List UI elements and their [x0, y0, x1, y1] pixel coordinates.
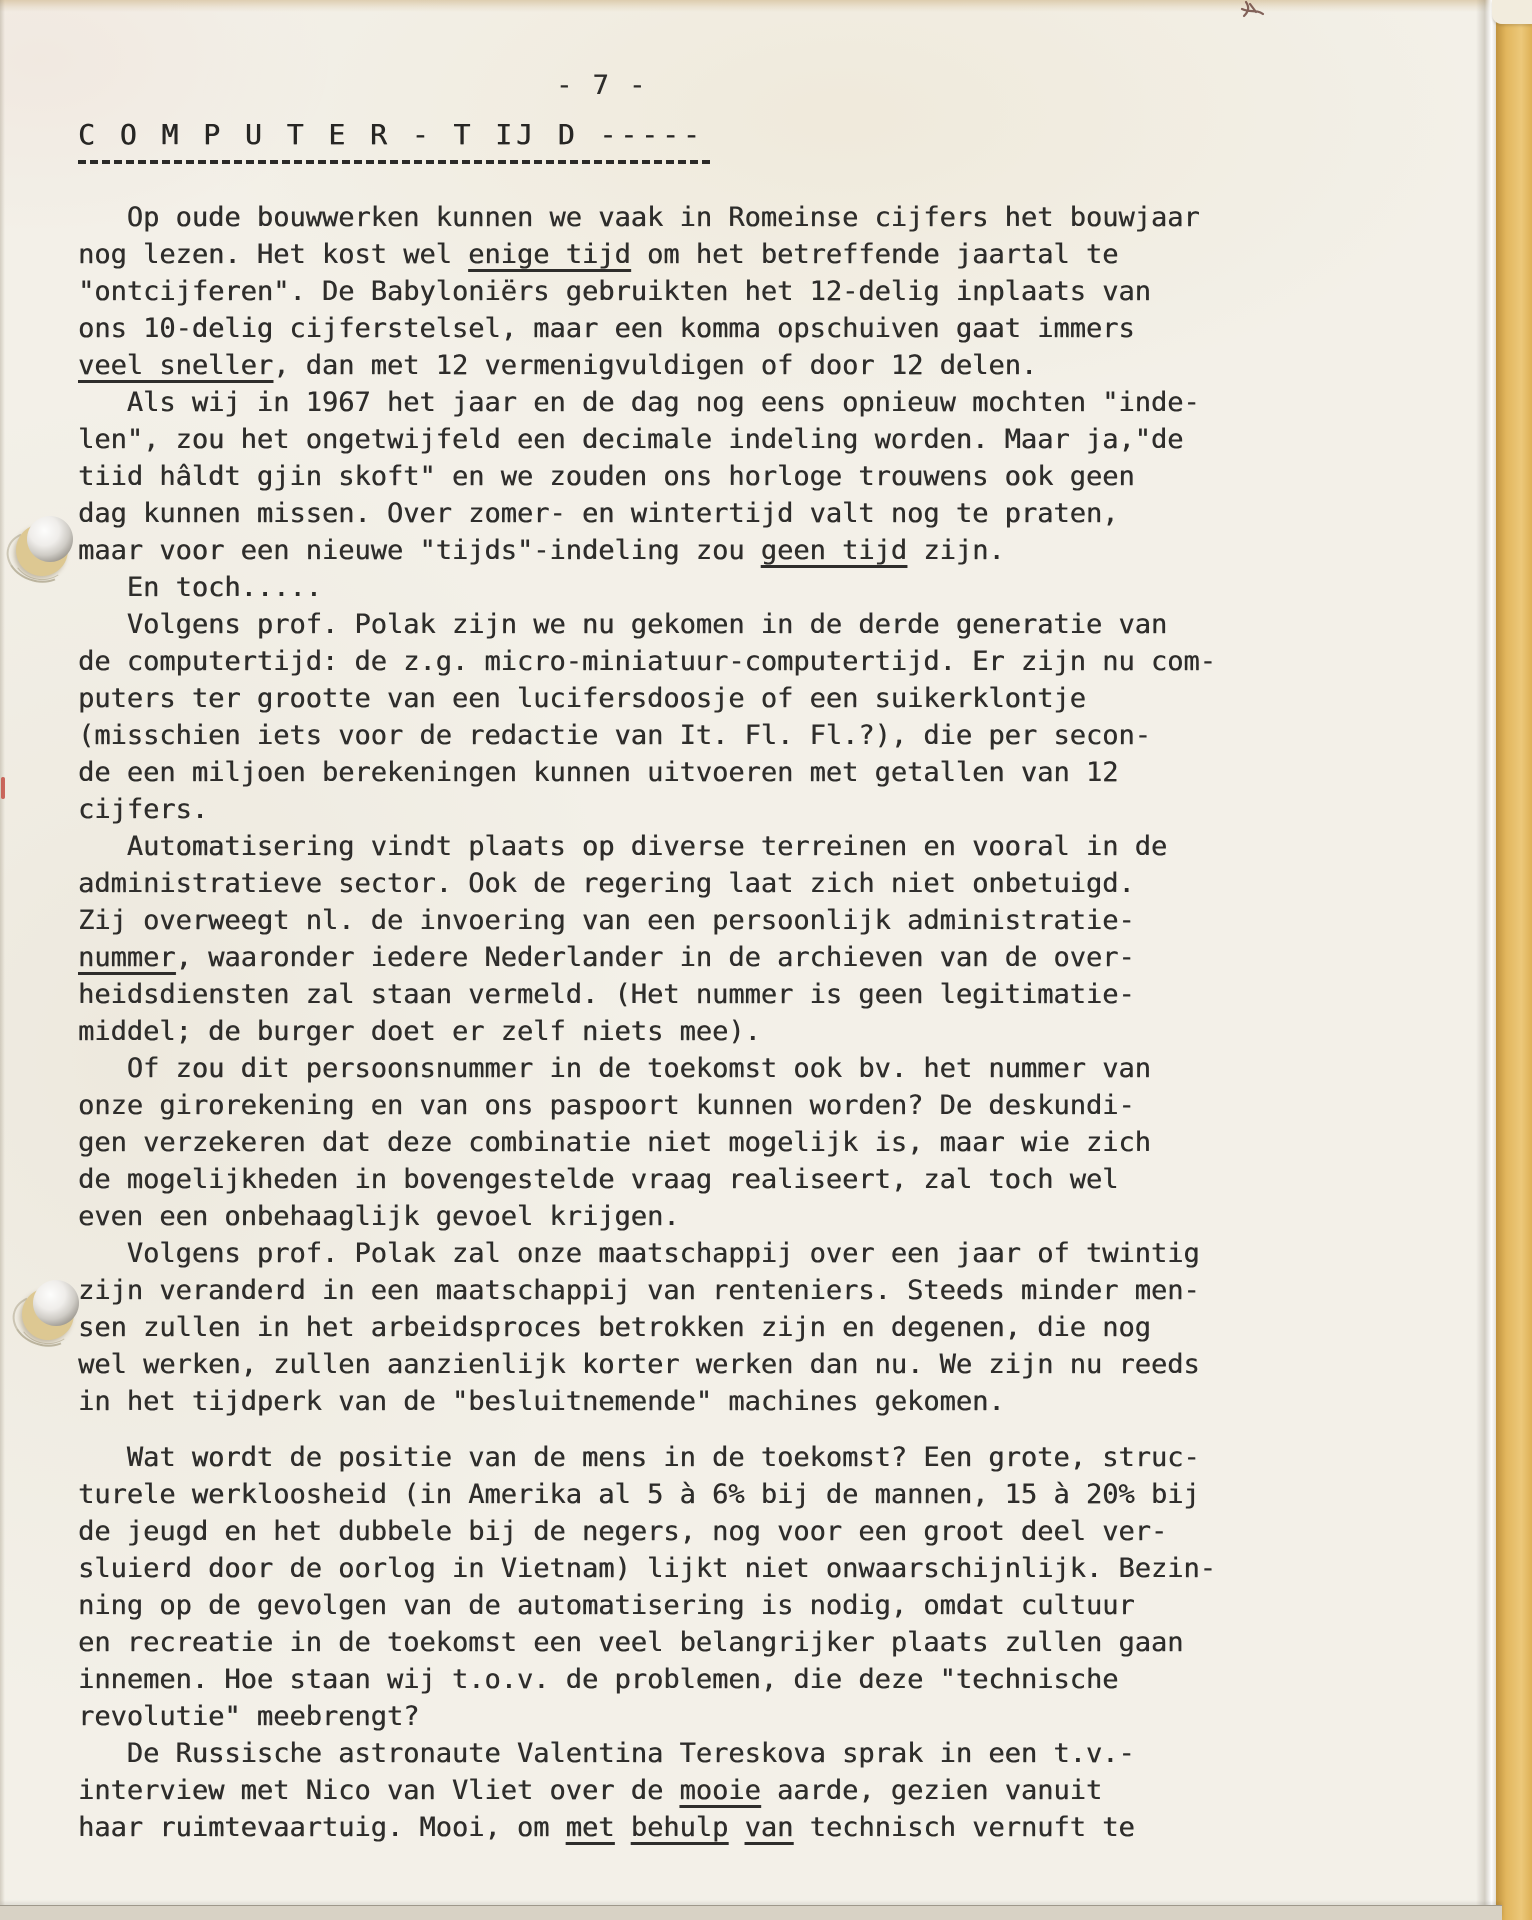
text-line [78, 1476, 1258, 1513]
text-segment: technisch vernuft te [793, 1812, 1135, 1843]
text-line [78, 1772, 1258, 1809]
text-segment: Volgens prof. Polak zijn we nu gekomen in de derde generatie van [78, 609, 1168, 640]
text-segment: de mogelijkheden in bovengestelde vraag realiseert, zal toch wel [78, 1164, 1119, 1195]
text-segment: sen zullen in het arbeidsproces betrokken zijn en degenen, die nog [78, 1312, 1151, 1343]
text-segment: de computertijd: de z.g. micro-miniatuur-computertijd. Er zijn nu com- [78, 646, 1216, 677]
text-segment: Volgens prof. Polak zal onze maatschappij over een jaar of twintig [78, 1238, 1200, 1269]
underlined-text: van [744, 1812, 794, 1843]
text-segment: wel werken, zullen aanzienlijk korter werken dan nu. We zijn nu reeds [78, 1349, 1200, 1380]
text-segment: Automatisering vindt plaats op diverse terreinen en vooral in de [78, 831, 1168, 862]
text-line [78, 421, 1258, 458]
pen-scribble-icon [1236, 0, 1270, 34]
underlined-text: enige tijd [468, 239, 631, 270]
page-edge-shadow [1476, 0, 1498, 1920]
text-segment: aarde, gezien vanuit [760, 1775, 1103, 1806]
text-line [78, 1013, 1258, 1050]
text-segment: En toch..... [78, 572, 322, 603]
text-segment: turele werkloosheid (in Amerika al 5 à 6% bij de mannen, 15 à 20% bij [78, 1479, 1200, 1510]
text-segment: (misschien iets voor de redactie van It. Fl. Fl.?), die per secon- [78, 720, 1151, 751]
text-segment: Wat wordt de positie van de mens in de toekomst? Een grote, struc- [78, 1442, 1200, 1473]
text-segment: dag kunnen missen. Over zomer- en wintertijd valt nog te praten, [78, 498, 1119, 529]
text-segment: tiid hâldt gjin skoft" en we zouden ons horloge trouwens ook geen [78, 461, 1135, 492]
text-line [78, 495, 1258, 532]
text-line [78, 1698, 1258, 1735]
text-segment: revolutie" meebrengt? [78, 1701, 420, 1732]
text-segment: onze girorekening en van ons paspoort kunnen worden? De deskundi- [78, 1090, 1135, 1121]
text-line [78, 939, 1258, 976]
text-line [78, 236, 1258, 273]
text-segment: interview met Nico van Vliet over de [78, 1775, 680, 1806]
text-segment: De Russische astronaute Valentina Tereskova sprak in een t.v.- [78, 1738, 1135, 1769]
text-line [78, 1661, 1258, 1698]
document-body [78, 199, 1258, 1846]
text-segment [614, 1812, 630, 1843]
text-segment: heidsdiensten zal staan vermeld. (Het nummer is geen legitimatie- [78, 979, 1135, 1010]
text-line [78, 458, 1258, 495]
text-segment: ning op de gevolgen van de automatisering is nodig, omdat cultuur [78, 1590, 1135, 1621]
text-line [78, 1124, 1258, 1161]
page-edge-right [1496, 0, 1532, 1920]
text-segment: cijfers. [78, 794, 209, 825]
text-segment: ons 10-delig cijferstelsel, maar een komma opschuiven gaat immers [78, 313, 1135, 344]
text-line [78, 1513, 1258, 1550]
text-segment: nog lezen. Het kost wel [78, 239, 469, 270]
text-segment: puters ter grootte van een lucifersdoosje of een suikerklontje [78, 683, 1086, 714]
text-line [78, 1624, 1258, 1661]
document-title: C O M P U T E R - T IJ D ----- [78, 118, 710, 164]
text-line [78, 1439, 1258, 1476]
text-line [78, 532, 1258, 569]
underlined-text: geen tijd [760, 535, 908, 566]
text-line [78, 606, 1258, 643]
text-segment: de jeugd en het dubbele bij de negers, nog voor een groot deel ver- [78, 1516, 1168, 1547]
text-segment: en recreatie in de toekomst een veel belangrijker plaats zullen gaan [78, 1627, 1184, 1658]
underlined-text: nummer [78, 942, 176, 973]
text-line [78, 643, 1258, 680]
text-segment: zijn. [907, 535, 1005, 566]
text-line [78, 791, 1258, 828]
underlined-text: mooie [679, 1775, 761, 1806]
text-segment: Of zou dit persoonsnummer in de toekomst ook bv. het nummer van [78, 1053, 1151, 1084]
text-line [78, 828, 1258, 865]
page-number: - 7 - [556, 70, 648, 101]
underlined-text: behulp [630, 1812, 729, 1843]
text-segment: even een onbehaaglijk gevoel krijgen. [78, 1201, 680, 1232]
text-line [78, 1550, 1258, 1587]
text-line [78, 1235, 1258, 1272]
text-segment: , dan met 12 vermenigvuldigen of door 12 delen. [273, 350, 1038, 381]
text-line [78, 1050, 1258, 1087]
text-line [78, 976, 1258, 1013]
text-line [78, 1346, 1258, 1383]
binding-ring [14, 502, 80, 586]
text-line [78, 273, 1258, 310]
text-segment: middel; de burger doet er zelf niets mee). [78, 1016, 761, 1047]
text-line [78, 1383, 1258, 1420]
text-segment: maar voor een nieuwe "tijds"-indeling zou [78, 535, 761, 566]
page-bottom-edge [0, 1906, 1502, 1920]
text-line [78, 310, 1258, 347]
text-line [78, 754, 1258, 791]
text-line [78, 1587, 1258, 1624]
text-line [78, 717, 1258, 754]
text-line [78, 1735, 1258, 1772]
text-line [78, 1309, 1258, 1346]
text-line [78, 1809, 1258, 1846]
text-line [78, 384, 1258, 421]
text-segment: in het tijdperk van de "besluitnemende" machines gekomen. [78, 1386, 1005, 1417]
text-segment: innemen. Hoe staan wij t.o.v. de problemen, die deze "technische [78, 1664, 1119, 1695]
text-segment: Op oude bouwwerken kunnen we vaak in Romeinse cijfers het bouwjaar [78, 202, 1200, 233]
text-segment: Zij overweegt nl. de invoering van een persoonlijk administratie- [78, 905, 1135, 936]
text-line [78, 1161, 1258, 1198]
text-segment: "ontcijferen". De Babyloniërs gebruikten het 12-delig inplaats van [78, 276, 1151, 307]
binding-ring [20, 1266, 86, 1350]
text-segment: gen verzekeren dat deze combinatie niet mogelijk is, maar wie zich [78, 1127, 1151, 1158]
text-segment: , waaronder iedere Nederlander in de archieven van de over- [175, 942, 1135, 973]
text-line [78, 1272, 1258, 1309]
underlined-text: veel sneller [78, 350, 274, 381]
text-segment: om het betreffende jaartal te [630, 239, 1119, 270]
text-line [78, 680, 1258, 717]
left-edge-shadow [0, 0, 5, 1920]
text-segment: de een miljoen berekeningen kunnen uitvoeren met getallen van 12 [78, 757, 1119, 788]
text-line [78, 1198, 1258, 1235]
text-segment: haar ruimtevaartuig. Mooi, om [78, 1812, 566, 1843]
text-segment: Als wij in 1967 het jaar en de dag nog eens opnieuw mochten "inde- [78, 387, 1200, 418]
text-segment: len", zou het ongetwijfeld een decimale indeling worden. Maar ja,"de [78, 424, 1184, 455]
underlined-text: met [565, 1812, 615, 1843]
page-corner-top-right [1492, 0, 1532, 24]
text-line [78, 569, 1258, 606]
text-line [78, 902, 1258, 939]
text-segment [728, 1812, 744, 1843]
text-segment: administratieve sector. Ook de regering laat zich niet onbetuigd. [78, 868, 1135, 899]
text-line [78, 199, 1258, 236]
text-segment: zijn veranderd in een maatschappij van renteniers. Steeds minder men- [78, 1275, 1200, 1306]
text-segment: sluierd door de oorlog in Vietnam) lijkt niet onwaarschijnlijk. Bezin- [78, 1553, 1216, 1584]
text-line [78, 1087, 1258, 1124]
red-mark [1, 777, 5, 799]
text-line [78, 865, 1258, 902]
text-line [78, 347, 1258, 384]
